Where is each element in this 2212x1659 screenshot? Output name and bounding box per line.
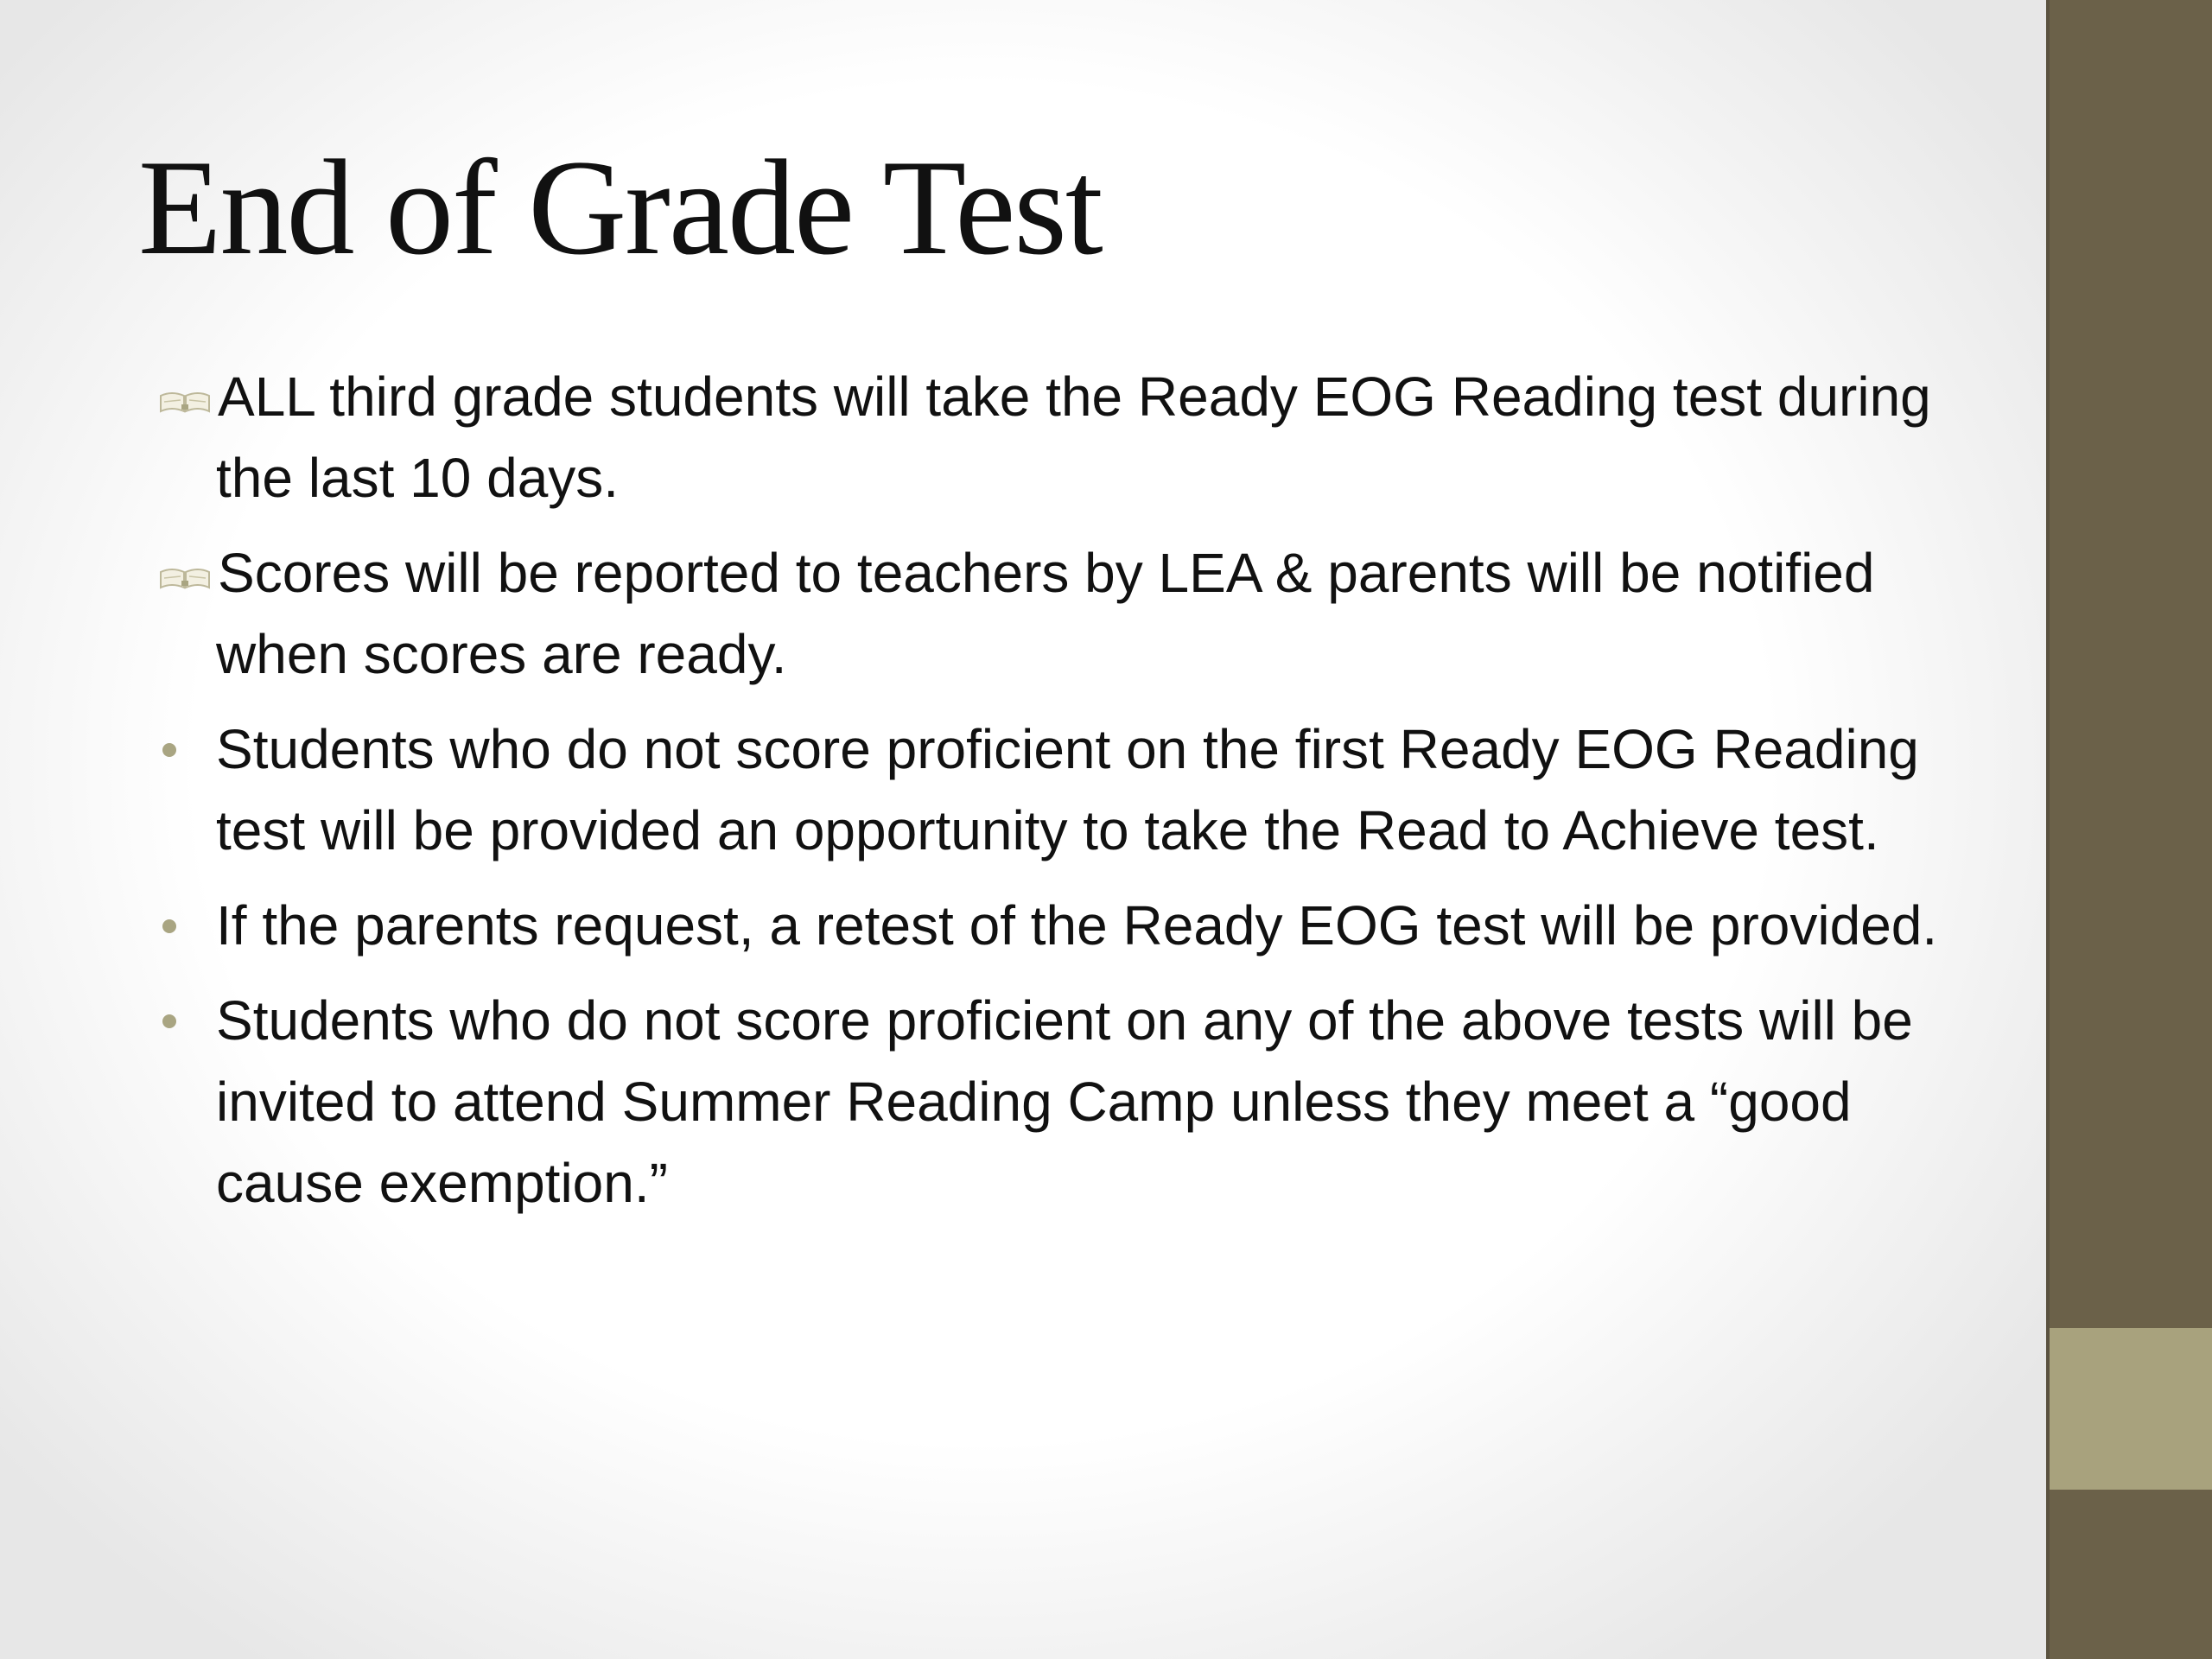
bullet-text: If the parents request, a retest of the Ready EOG test will be provided.	[216, 894, 1938, 957]
bullet-text: Students who do not score proficient on the first Ready EOG Reading test will be provided an opportunity to take the Read to Achieve test.	[216, 718, 1919, 861]
dot-icon	[162, 1014, 176, 1028]
bullet-text: ALL third grade students will take the Ready EOG Reading test during the last 10 days.	[216, 365, 1931, 509]
bullet-marker	[162, 356, 216, 437]
bullet-item	[162, 356, 1942, 518]
slide-title: End of Grade Test	[138, 132, 1102, 283]
bullet-text: Scores will be reported to teachers by LEA & parents will be notified when scores are ready.	[216, 542, 1875, 685]
bullet-list	[162, 356, 1942, 1237]
bullet-marker	[162, 709, 216, 790]
bullet-marker	[162, 980, 216, 1061]
bullet-marker	[162, 885, 216, 966]
bullet-marker	[162, 532, 216, 613]
book-icon	[159, 565, 211, 589]
bullet-item	[162, 532, 1942, 695]
bullet-item	[162, 885, 1942, 966]
sidebar-accent-block	[2050, 1328, 2212, 1490]
book-icon	[159, 389, 211, 413]
dot-icon	[162, 919, 176, 933]
bullet-text: Students who do not score proficient on any of the above tests will be invited to attend Summer Reading Camp unless they meet a “good cause exemption.”	[216, 989, 1913, 1214]
bullet-item	[162, 980, 1942, 1224]
dot-icon	[162, 743, 176, 757]
bullet-item	[162, 709, 1942, 871]
